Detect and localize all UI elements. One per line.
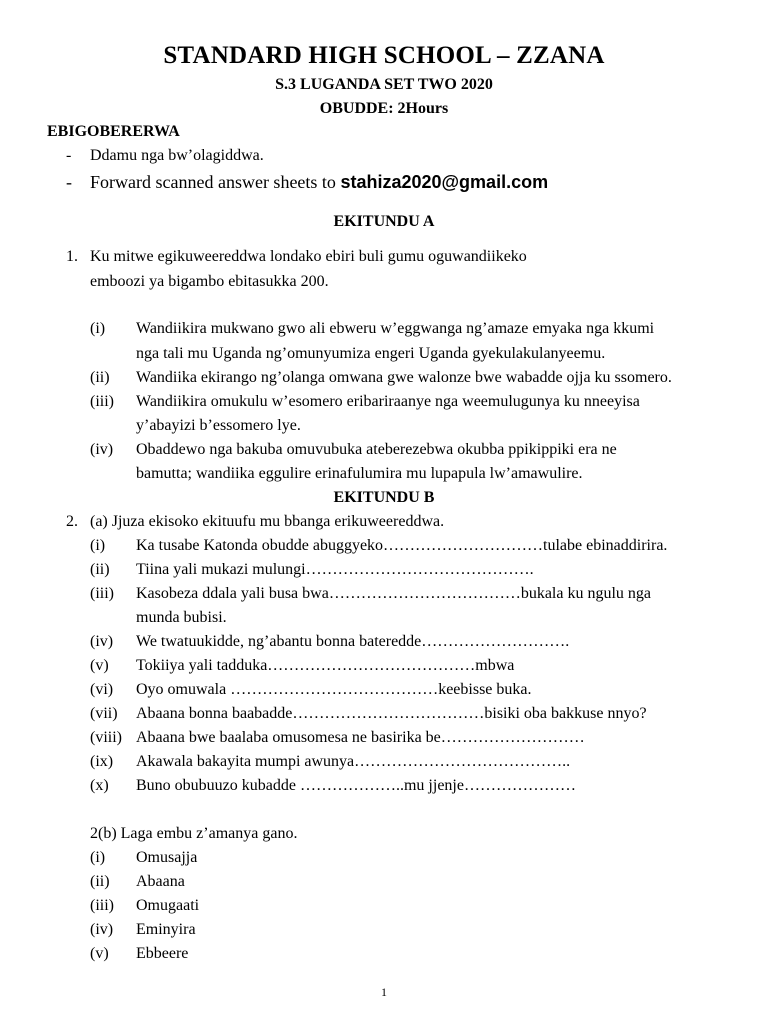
noun-word: Omugaati bbox=[136, 897, 200, 914]
noun-word: Eminyira bbox=[136, 921, 196, 938]
item-number: (v) bbox=[90, 945, 109, 962]
question-text: (a) Jjuza ekisoko ekituufu mu bbanga erikuweereddwa. bbox=[90, 513, 445, 530]
essay-topic: bamutta; wandiika eggulire erinafulumira mu lupapula lw’amawulire. bbox=[136, 465, 583, 482]
essay-topic: Obaddewo nga bakuba omuvubuka ateberezebwa okubba ppikippiki era ne bbox=[136, 441, 617, 458]
question-number: 1. bbox=[66, 248, 78, 265]
item-number: (iii) bbox=[90, 393, 114, 410]
school-title: STANDARD HIGH SCHOOL – ZZANA bbox=[163, 42, 605, 69]
item-number: (ii) bbox=[90, 369, 110, 386]
exam-title: S.3 LUGANDA SET TWO 2020 bbox=[275, 76, 493, 93]
fill-in-sentence: Akawala bakayita mumpi awunya………………………………….. bbox=[136, 753, 571, 770]
item-number: (ii) bbox=[90, 561, 110, 578]
fill-in-sentence: Oyo omuwala …………………………………keebisse buka. bbox=[136, 681, 532, 698]
instruction-text: Forward scanned answer sheets to bbox=[90, 172, 341, 192]
instructions-heading: EBIGOBERERWA bbox=[47, 123, 180, 140]
question-number: 2. bbox=[66, 513, 78, 530]
noun-word: Omusajja bbox=[136, 849, 198, 866]
item-number: (vii) bbox=[90, 705, 118, 722]
question-text: Ku mitwe egikuweereddwa londako ebiri buli gumu oguwandiikeko bbox=[90, 248, 527, 265]
fill-in-sentence: Tiina yali mukazi mulungi……………………………………. bbox=[136, 561, 534, 578]
item-number: (iv) bbox=[90, 921, 114, 938]
item-number: (ii) bbox=[90, 873, 110, 890]
fill-in-sentence: Kasobeza ddala yali busa bwa………………………………bukala ku ngulu nga bbox=[136, 585, 652, 602]
exam-duration: OBUDDE: 2Hours bbox=[319, 100, 449, 117]
item-number: (viii) bbox=[90, 729, 122, 746]
essay-topic: y’abayizi b’essomero lye. bbox=[136, 417, 301, 434]
fill-in-sentence: Abaana bwe baalaba omusomesa ne basirika be……………………… bbox=[136, 729, 585, 746]
instruction-dash: - bbox=[66, 172, 72, 192]
item-number: (iv) bbox=[90, 633, 114, 650]
essay-topic: nga tali mu Uganda ng’omunyumiza engeri Uganda gyekulakulanyeemu. bbox=[136, 345, 606, 362]
item-number: (x) bbox=[90, 777, 109, 794]
fill-in-sentence: munda bubisi. bbox=[136, 609, 227, 626]
essay-topic: Wandiikira mukwano gwo ali ebweru w’eggwanga ng’amaze emyaka nga kkumi bbox=[136, 320, 655, 337]
item-number: (v) bbox=[90, 657, 109, 674]
instruction-item bbox=[90, 172, 548, 193]
essay-topic: Wandiika ekirango ng’olanga omwana gwe walonze bwe wabadde ojja ku ssomero. bbox=[136, 369, 672, 386]
item-number: (iii) bbox=[90, 897, 114, 914]
fill-in-sentence: Tokiiya yali tadduka…………………………………mbwa bbox=[136, 657, 515, 674]
instruction-item: Ddamu nga bw’olagiddwa. bbox=[90, 147, 264, 164]
fill-in-sentence: Abaana bonna baabadde………………………………bisiki oba bakkuse nnyo? bbox=[136, 705, 647, 722]
essay-topic: Wandiikira omukulu w’esomero eribariraanye nga weemulugunya ku nneeyisa bbox=[136, 393, 640, 410]
page-number: 1 bbox=[381, 985, 387, 999]
item-number: (ix) bbox=[90, 753, 114, 770]
question-text: emboozi ya bigambo ebitasukka 200. bbox=[90, 273, 329, 290]
item-number: (i) bbox=[90, 537, 106, 554]
fill-in-sentence: We twatuukidde, ng’abantu bonna bateredde………………………. bbox=[136, 633, 570, 650]
item-number: (i) bbox=[90, 320, 106, 337]
item-number: (i) bbox=[90, 849, 106, 866]
fill-in-sentence: Buno obubuuzo kubadde ………………..mu jjenje………………… bbox=[136, 777, 576, 794]
item-number: (iii) bbox=[90, 585, 114, 602]
contact-email: stahiza2020@gmail.com bbox=[340, 172, 549, 192]
instruction-dash: - bbox=[66, 147, 72, 164]
question-text: 2(b) Laga embu z’amanya gano. bbox=[90, 825, 298, 842]
item-number: (vi) bbox=[90, 681, 114, 698]
noun-word: Abaana bbox=[136, 873, 185, 890]
section-a-heading: EKITUNDU A bbox=[333, 213, 435, 230]
noun-word: Ebbeere bbox=[136, 945, 189, 962]
item-number: (iv) bbox=[90, 441, 114, 458]
section-b-heading: EKITUNDU B bbox=[333, 489, 435, 506]
fill-in-sentence: Ka tusabe Katonda obudde abuggyeko…………………………tulabe ebinaddirira. bbox=[136, 537, 668, 554]
